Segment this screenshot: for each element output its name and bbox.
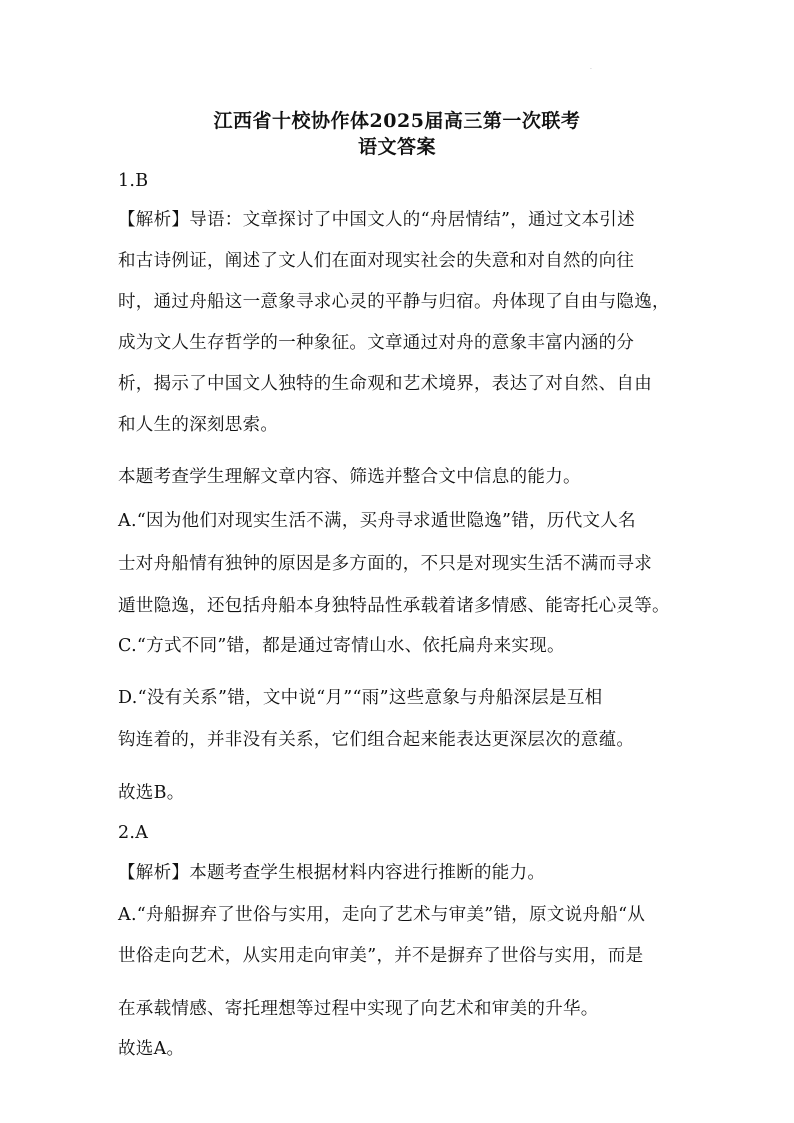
text-line: 本题考查学生理解文章内容、筛选并整合文中信息的能力。 <box>118 467 581 487</box>
question-number: 1.B <box>118 171 149 191</box>
text-line: 世俗走向艺术，从实用走向审美”，并不是摒弃了世俗与实用，而是 <box>118 946 644 966</box>
text-line: D.“没有关系”错，文中说“月”“雨”这些意象与舟船深层是互相 <box>118 688 603 708</box>
text-line: A.“舟船摒弃了世俗与实用，走向了艺术与审美”错，原文说舟船“从 <box>118 905 646 925</box>
text-line: 析，揭示了中国文人独特的生命观和艺术境界，表达了对自然、自由 <box>118 374 652 394</box>
text-line: 【解析】导语：文章探讨了中国文人的“舟居情结”，通过文本引述 <box>118 210 635 230</box>
question-number: 2.A <box>118 823 149 843</box>
text-line: 故选B。 <box>118 783 185 803</box>
text-line: 时，通过舟船这一意象寻求心灵的平静与归宿。舟体现了自由与隐逸， <box>118 292 670 312</box>
page-dot: · <box>590 66 592 73</box>
text-line: 故选A。 <box>118 1039 185 1059</box>
text-line: A.“因为他们对现实生活不满，买舟寻求遁世隐逸”错，历代文人名 <box>118 511 636 531</box>
text-line: C.“方式不同”错，都是通过寄情山水、依托扁舟来实现。 <box>118 636 565 656</box>
text-line: 成为文人生存哲学的一种象征。文章通过对舟的意象丰富内涵的分 <box>118 333 635 353</box>
document-title: 江西省十校协作体2025届高三第一次联考 <box>213 110 581 132</box>
text-line: 士对舟船情有独钟的原因是多方面的，不只是对现实生活不满而寻求 <box>118 554 652 574</box>
text-line: 在承载情感、寄托理想等过程中实现了向艺术和审美的升华。 <box>118 999 599 1019</box>
text-line: 和古诗例证，阐述了文人们在面对现实社会的失意和对自然的向往 <box>118 251 635 271</box>
text-line: 遁世隐逸，还包括舟船本身独特品性承载着诸多情感、能寄托心灵等。 <box>118 596 670 616</box>
text-line: 和人生的深刻思索。 <box>118 415 279 435</box>
text-line: 钩连着的，并非没有关系，它们组合起来能表达更深层次的意蕴。 <box>118 730 635 750</box>
document-subtitle: 语文答案 <box>357 136 436 158</box>
text-line: 【解析】本题考查学生根据材料内容进行推断的能力。 <box>118 863 546 883</box>
